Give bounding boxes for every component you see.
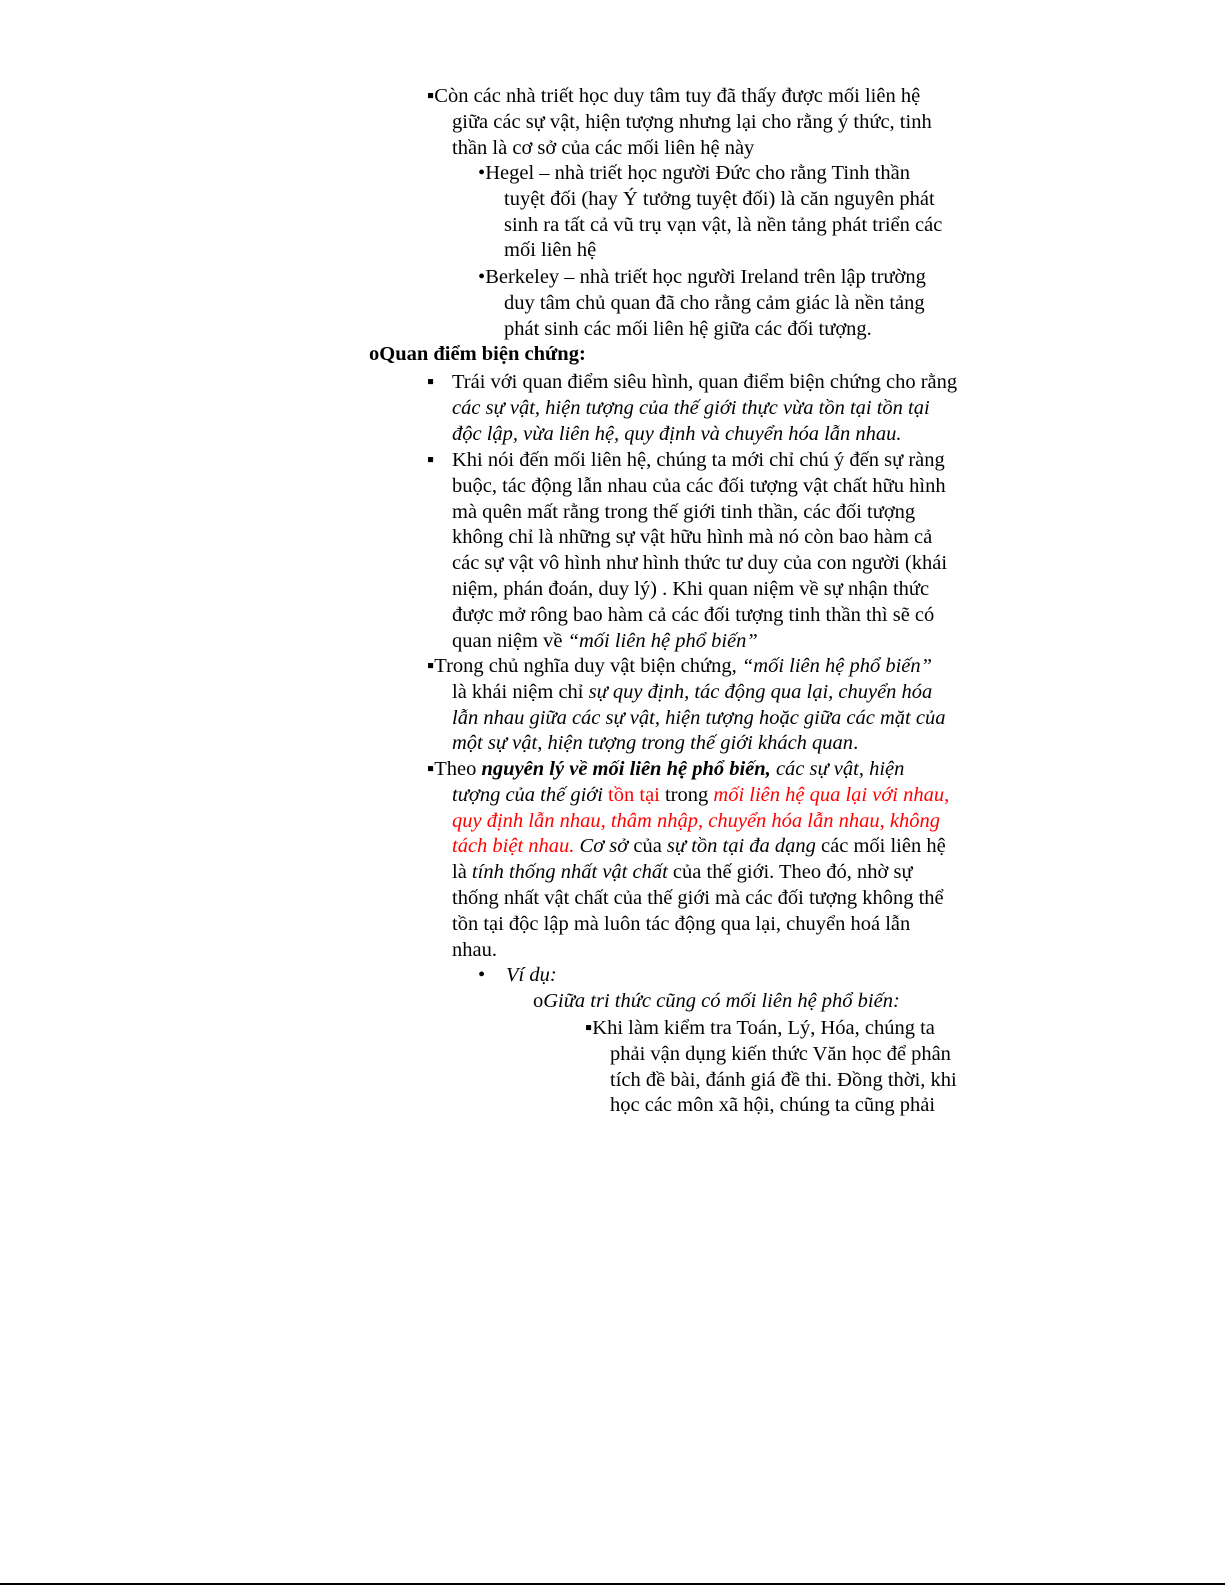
section-heading: oQuan điểm biện chứng:: [369, 342, 586, 368]
square-bullet-icon: ▪: [585, 1017, 593, 1039]
example-subheading: oGiữa tri thức cũng có mối liên hệ phổ biến:: [533, 989, 900, 1015]
text-line: giữa các sự vật, hiện tượng nhưng lại cho rằng ý thức, tinh: [452, 110, 932, 133]
text-line: không chỉ là những sự vật hữu hình mà nó còn bao hàm cả: [452, 526, 933, 549]
text-line: lẫn nhau giữa các sự vật, hiện tượng hoặc giữa các mặt của: [452, 706, 946, 729]
square-bullet-icon: ▪: [427, 655, 435, 677]
example-label: • Ví dụ:: [478, 963, 557, 989]
text-line: •Berkeley – nhà triết học người Ireland trên lập trường: [478, 265, 926, 291]
text-line: quy định lẫn nhau, thâm nhập, chuyển hóa lẫn nhau, không: [452, 809, 940, 832]
dialectical-paragraph-3: [427, 654, 945, 757]
text-line: ▪ Trái với quan điểm siêu hình, quan điểm biện chứng cho rằng: [427, 370, 957, 396]
circle-bullet-icon: o: [533, 990, 544, 1012]
text-line: ▪Trong chủ nghĩa duy vật biện chứng, “mối liên hệ phổ biến”: [427, 654, 945, 680]
text-line: tồn tại độc lập mà luôn tác động qua lại, chuyển hoá lẫn: [452, 912, 911, 935]
text-line: thần là cơ sở của các mối liên hệ này: [452, 136, 755, 159]
berkeley-item: [478, 265, 926, 342]
text-line: một sự vật, hiện tượng trong thế giới khách quan.: [452, 732, 859, 755]
dot-bullet-icon: •: [478, 162, 486, 184]
idealist-paragraph: [427, 84, 932, 161]
dialectical-paragraph-4: [427, 757, 949, 963]
example-item: [585, 1016, 957, 1119]
text-line: tượng của thế giới tồn tại trong mối liên hệ qua lại với nhau,: [452, 783, 950, 806]
text-line: •Hegel – nhà triết học người Đức cho rằng Tinh thần: [478, 161, 942, 187]
text-line: tích đề bài, đánh giá đề thi. Đồng thời, khi: [610, 1068, 957, 1091]
text-line: ▪ Khi nói đến mối liên hệ, chúng ta mới chỉ chú ý đến sự ràng: [427, 448, 947, 474]
dot-bullet-icon: •: [478, 964, 486, 986]
square-bullet-icon: ▪: [427, 371, 435, 393]
text-line: phải vận dụng kiến thức Văn học để phân: [610, 1042, 951, 1065]
text-line: ▪Còn các nhà triết học duy tâm tuy đã thấy được mối liên hệ: [427, 84, 932, 110]
text-line: mối liên hệ: [504, 239, 597, 262]
dot-bullet-icon: •: [478, 266, 486, 288]
text-line: buộc, tác động lẫn nhau của các đối tượng vật chất hữu hình: [452, 474, 946, 497]
square-bullet-icon: ▪: [427, 449, 435, 471]
square-bullet-icon: ▪: [427, 85, 435, 107]
dialectical-paragraph-1: [427, 370, 957, 447]
text-line: sinh ra tất cả vũ trụ vạn vật, là nền tảng phát triển các: [504, 213, 943, 236]
text-line: là tính thống nhất vật chất của thế giới. Theo đó, nhờ sự: [452, 861, 913, 884]
text-line: học các môn xã hội, chúng ta cũng phải: [610, 1094, 936, 1117]
dialectical-paragraph-2: [427, 448, 947, 654]
text-line: là khái niệm chỉ sự quy định, tác động qua lại, chuyển hóa: [452, 680, 933, 703]
text-line: phát sinh các mối liên hệ giữa các đối tượng.: [504, 317, 872, 340]
text-line: quan niệm về “mối liên hệ phổ biến”: [452, 629, 758, 652]
text-line: thống nhất vật chất của thế giới mà các đối tượng không thể: [452, 886, 944, 909]
hegel-item: [478, 161, 942, 264]
text-line: tuyệt đối (hay Ý tưởng tuyệt đối) là căn nguyên phát: [504, 187, 935, 210]
text-line: ▪Khi làm kiểm tra Toán, Lý, Hóa, chúng ta: [585, 1016, 957, 1042]
text-line: các sự vật, hiện tượng của thế giới thực vừa tồn tại tồn tại: [452, 396, 930, 419]
text-line: nhau.: [452, 938, 497, 961]
square-bullet-icon: ▪: [427, 758, 435, 780]
text-line: duy tâm chủ quan đã cho rằng cảm giác là nền tảng: [504, 291, 925, 314]
text-line: ▪Theo nguyên lý về mối liên hệ phổ biến, các sự vật, hiện: [427, 757, 949, 783]
text-line: tách biệt nhau. Cơ sở của sự tồn tại đa dạng các mối liên hệ: [452, 835, 946, 858]
text-line: được mở rông bao hàm cả các đối tượng tinh thần thì sẽ có: [452, 603, 935, 626]
text-line: độc lập, vừa liên hệ, quy định và chuyển hóa lẫn nhau.: [452, 422, 902, 445]
circle-bullet-icon: o: [369, 343, 380, 365]
text-line: các sự vật vô hình như hình thức tư duy của con người (khái: [452, 552, 948, 575]
text-line: niệm, phán đoán, duy lý) . Khi quan niệm về sự nhận thức: [452, 577, 930, 600]
text-line: mà quên mất rằng trong thế giới tinh thần, các đối tượng: [452, 500, 916, 523]
